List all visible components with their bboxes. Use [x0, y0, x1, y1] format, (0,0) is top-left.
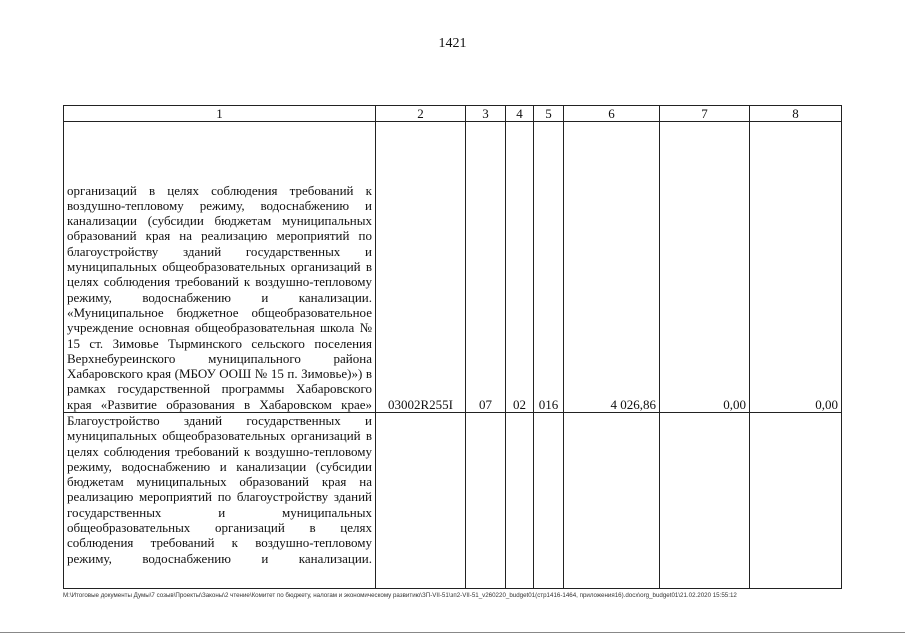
- row-amount-col7: [660, 413, 750, 589]
- row-section: [466, 413, 506, 589]
- row-description: организаций в целях соблюдения требований к воздушно-тепловому режиму, водоснабжению и канализации (субсидии бюджетам муниципальных образований края на реализацию мероприятий по благоустройству зданий государственных и муниципальных общеобразовательных организаций в целях соблюдения требований к воздушно-тепловому режиму, водоснабжению и канализации. «Муниципальное бюджетное общеобразовательное учреждение основная общеобразовательная школа № 15 ст. Зимовье Тырминского сельского поселения Верхнебуреинского муниципального района Хабаровского края (МБОУ ООШ № 15 п. Зимовье)») в рамках государственной программы Хабаровского края «Развитие образования в Хабаровском крае»: [64, 122, 376, 413]
- header-col-7: 7: [660, 106, 750, 122]
- row-description: Благоустройство зданий государственных и муниципальных общеобразовательных организаций в целях соблюдения требований к воздушно-тепловому режиму, водоснабжению и канализации (субсидии бюджетам муниципальных образований края на реализацию мероприятий по благоустройству зданий государственных и муниципальных общеобразовательных организаций в целях соблюдения требований к воздушно-тепловому режиму, водоснабжению и канализации.: [64, 413, 376, 589]
- row-target-code: 03002R255I: [376, 122, 466, 413]
- header-col-3: 3: [466, 106, 506, 122]
- document-file-path: M:\Итоговые документы Думы\7 созыв\Проекты\Законы\2 чтение\Комитет по бюджету, налогам и экономическому развитию\ЗП-VII-51\зп2-VII-51_v260220_budget01(стр1416-1464, приложения16).docx\org_budget01\21.02.2020 15:55:12: [63, 592, 737, 599]
- table-row: [64, 122, 842, 413]
- row-subsection: 02: [506, 122, 534, 413]
- page-number: 1421: [438, 36, 467, 51]
- header-col-2: 2: [376, 106, 466, 122]
- budget-table: [63, 105, 842, 589]
- header-col-6: 6: [564, 106, 660, 122]
- row-expense-type: [534, 413, 564, 589]
- header-col-1: 1: [64, 106, 376, 122]
- row-target-code: [376, 413, 466, 589]
- bottom-rule: [0, 632, 905, 633]
- row-amount-col8: 0,00: [750, 122, 842, 413]
- header-col-5: 5: [534, 106, 564, 122]
- row-expense-type: 016: [534, 122, 564, 413]
- header-col-8: 8: [750, 106, 842, 122]
- row-section: 07: [466, 122, 506, 413]
- row-amount-col6: 4 026,86: [564, 122, 660, 413]
- header-col-4: 4: [506, 106, 534, 122]
- table-row: [64, 413, 842, 589]
- row-amount-col6: [564, 413, 660, 589]
- table-header-row: [64, 106, 842, 122]
- row-amount-col8: [750, 413, 842, 589]
- row-subsection: [506, 413, 534, 589]
- row-amount-col7: 0,00: [660, 122, 750, 413]
